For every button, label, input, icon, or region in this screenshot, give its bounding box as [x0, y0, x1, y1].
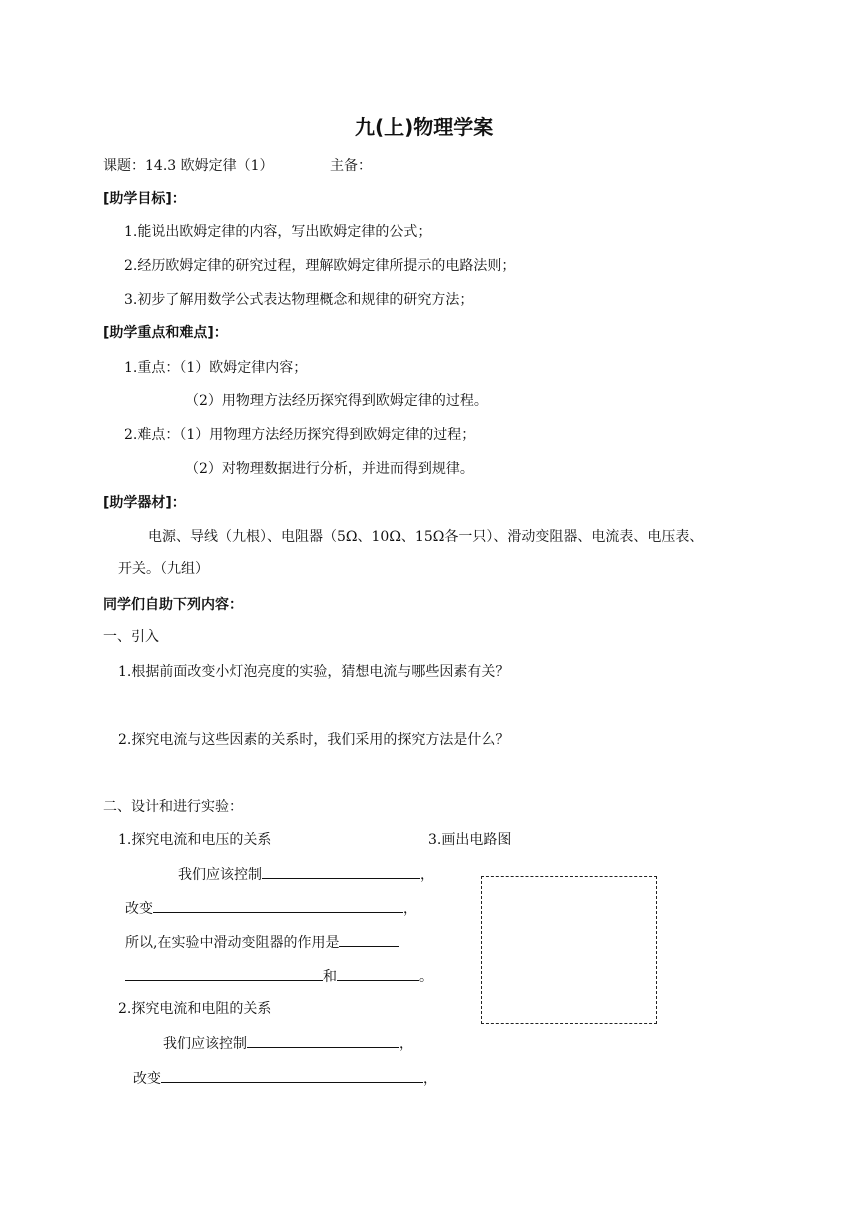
part2-title: 2.探究电流和电阻的关系: [118, 1001, 272, 1017]
goals-heading: [助学目标]：: [103, 191, 186, 207]
self-study-heading: 同学们自助下列内容：: [103, 597, 243, 613]
comma: ，: [399, 1036, 413, 1052]
equipment-line: 电源、导线（九根）、电阻器（5Ω、10Ω、15Ω各一只）、滑动变阻器、电流表、电压表、: [148, 529, 704, 545]
change-label: 改变: [125, 901, 153, 917]
and-label: 和: [323, 969, 337, 985]
change-blank-2[interactable]: [161, 1068, 423, 1083]
control-line-2: [163, 1033, 413, 1054]
comma: ，: [423, 1071, 437, 1087]
purpose-label: 所以,在实验中滑动变阻器的作用是: [125, 935, 340, 951]
circuit-diagram-box[interactable]: [481, 876, 657, 1024]
intro-question: 2.探究电流与这些因素的关系时，我们采用的探究方法是什么？: [118, 732, 510, 748]
change-label: 改变: [133, 1071, 161, 1087]
change-line: [125, 898, 417, 919]
topic-line: 课题：14.3 欧姆定律（1）: [103, 158, 274, 174]
equipment-heading: [助学器材]：: [103, 495, 186, 511]
intro-question: 1.根据前面改变小灯泡亮度的实验，猜想电流与哪些因素有关？: [118, 664, 510, 680]
part1-title: 1.探究电流和电压的关系: [118, 832, 272, 848]
purpose-blank-2[interactable]: [125, 966, 323, 981]
keypoint-line: 2.难点：（1）用物理方法经历探究得到欧姆定律的过程；: [124, 427, 476, 443]
intro-heading: 一、引入: [103, 629, 159, 645]
keypoints-heading: [助学重点和难点]：: [103, 325, 228, 341]
control-line: [178, 864, 434, 885]
keypoint-line: （2）对物理数据进行分析，并进而得到规律。: [185, 461, 474, 477]
experiment-heading: 二、设计和进行实验：: [103, 799, 243, 815]
comma: ，: [403, 901, 417, 917]
change-line-2: [133, 1068, 437, 1089]
goal-item: 1.能说出欧姆定律的内容，写出欧姆定律的公式；: [124, 224, 432, 240]
comma: ，: [420, 867, 434, 883]
purpose-continuation: [125, 966, 433, 987]
purpose-blank[interactable]: [339, 932, 399, 947]
control-blank[interactable]: [262, 864, 420, 879]
control-label: 我们应该控制: [163, 1036, 247, 1052]
control-label: 我们应该控制: [178, 867, 262, 883]
change-blank[interactable]: [153, 898, 403, 913]
keypoint-line: （2）用物理方法经历探究得到欧姆定律的过程。: [185, 393, 488, 409]
page-title: 九(上)物理学案: [355, 115, 494, 139]
author-line: 主备：: [330, 158, 372, 174]
purpose-line: [125, 932, 399, 953]
purpose-blank-3[interactable]: [337, 966, 419, 981]
equipment-line: 开关。（九组）: [118, 561, 209, 577]
part3-title: 3.画出电路图: [428, 832, 512, 848]
period: 。: [419, 969, 433, 985]
goal-item: 3.初步了解用数学公式表达物理概念和规律的研究方法；: [124, 292, 474, 308]
control-blank-2[interactable]: [247, 1033, 399, 1048]
goal-item: 2.经历欧姆定律的研究过程，理解欧姆定律所提示的电路法则；: [124, 258, 516, 274]
keypoint-line: 1.重点：（1）欧姆定律内容；: [124, 360, 308, 376]
